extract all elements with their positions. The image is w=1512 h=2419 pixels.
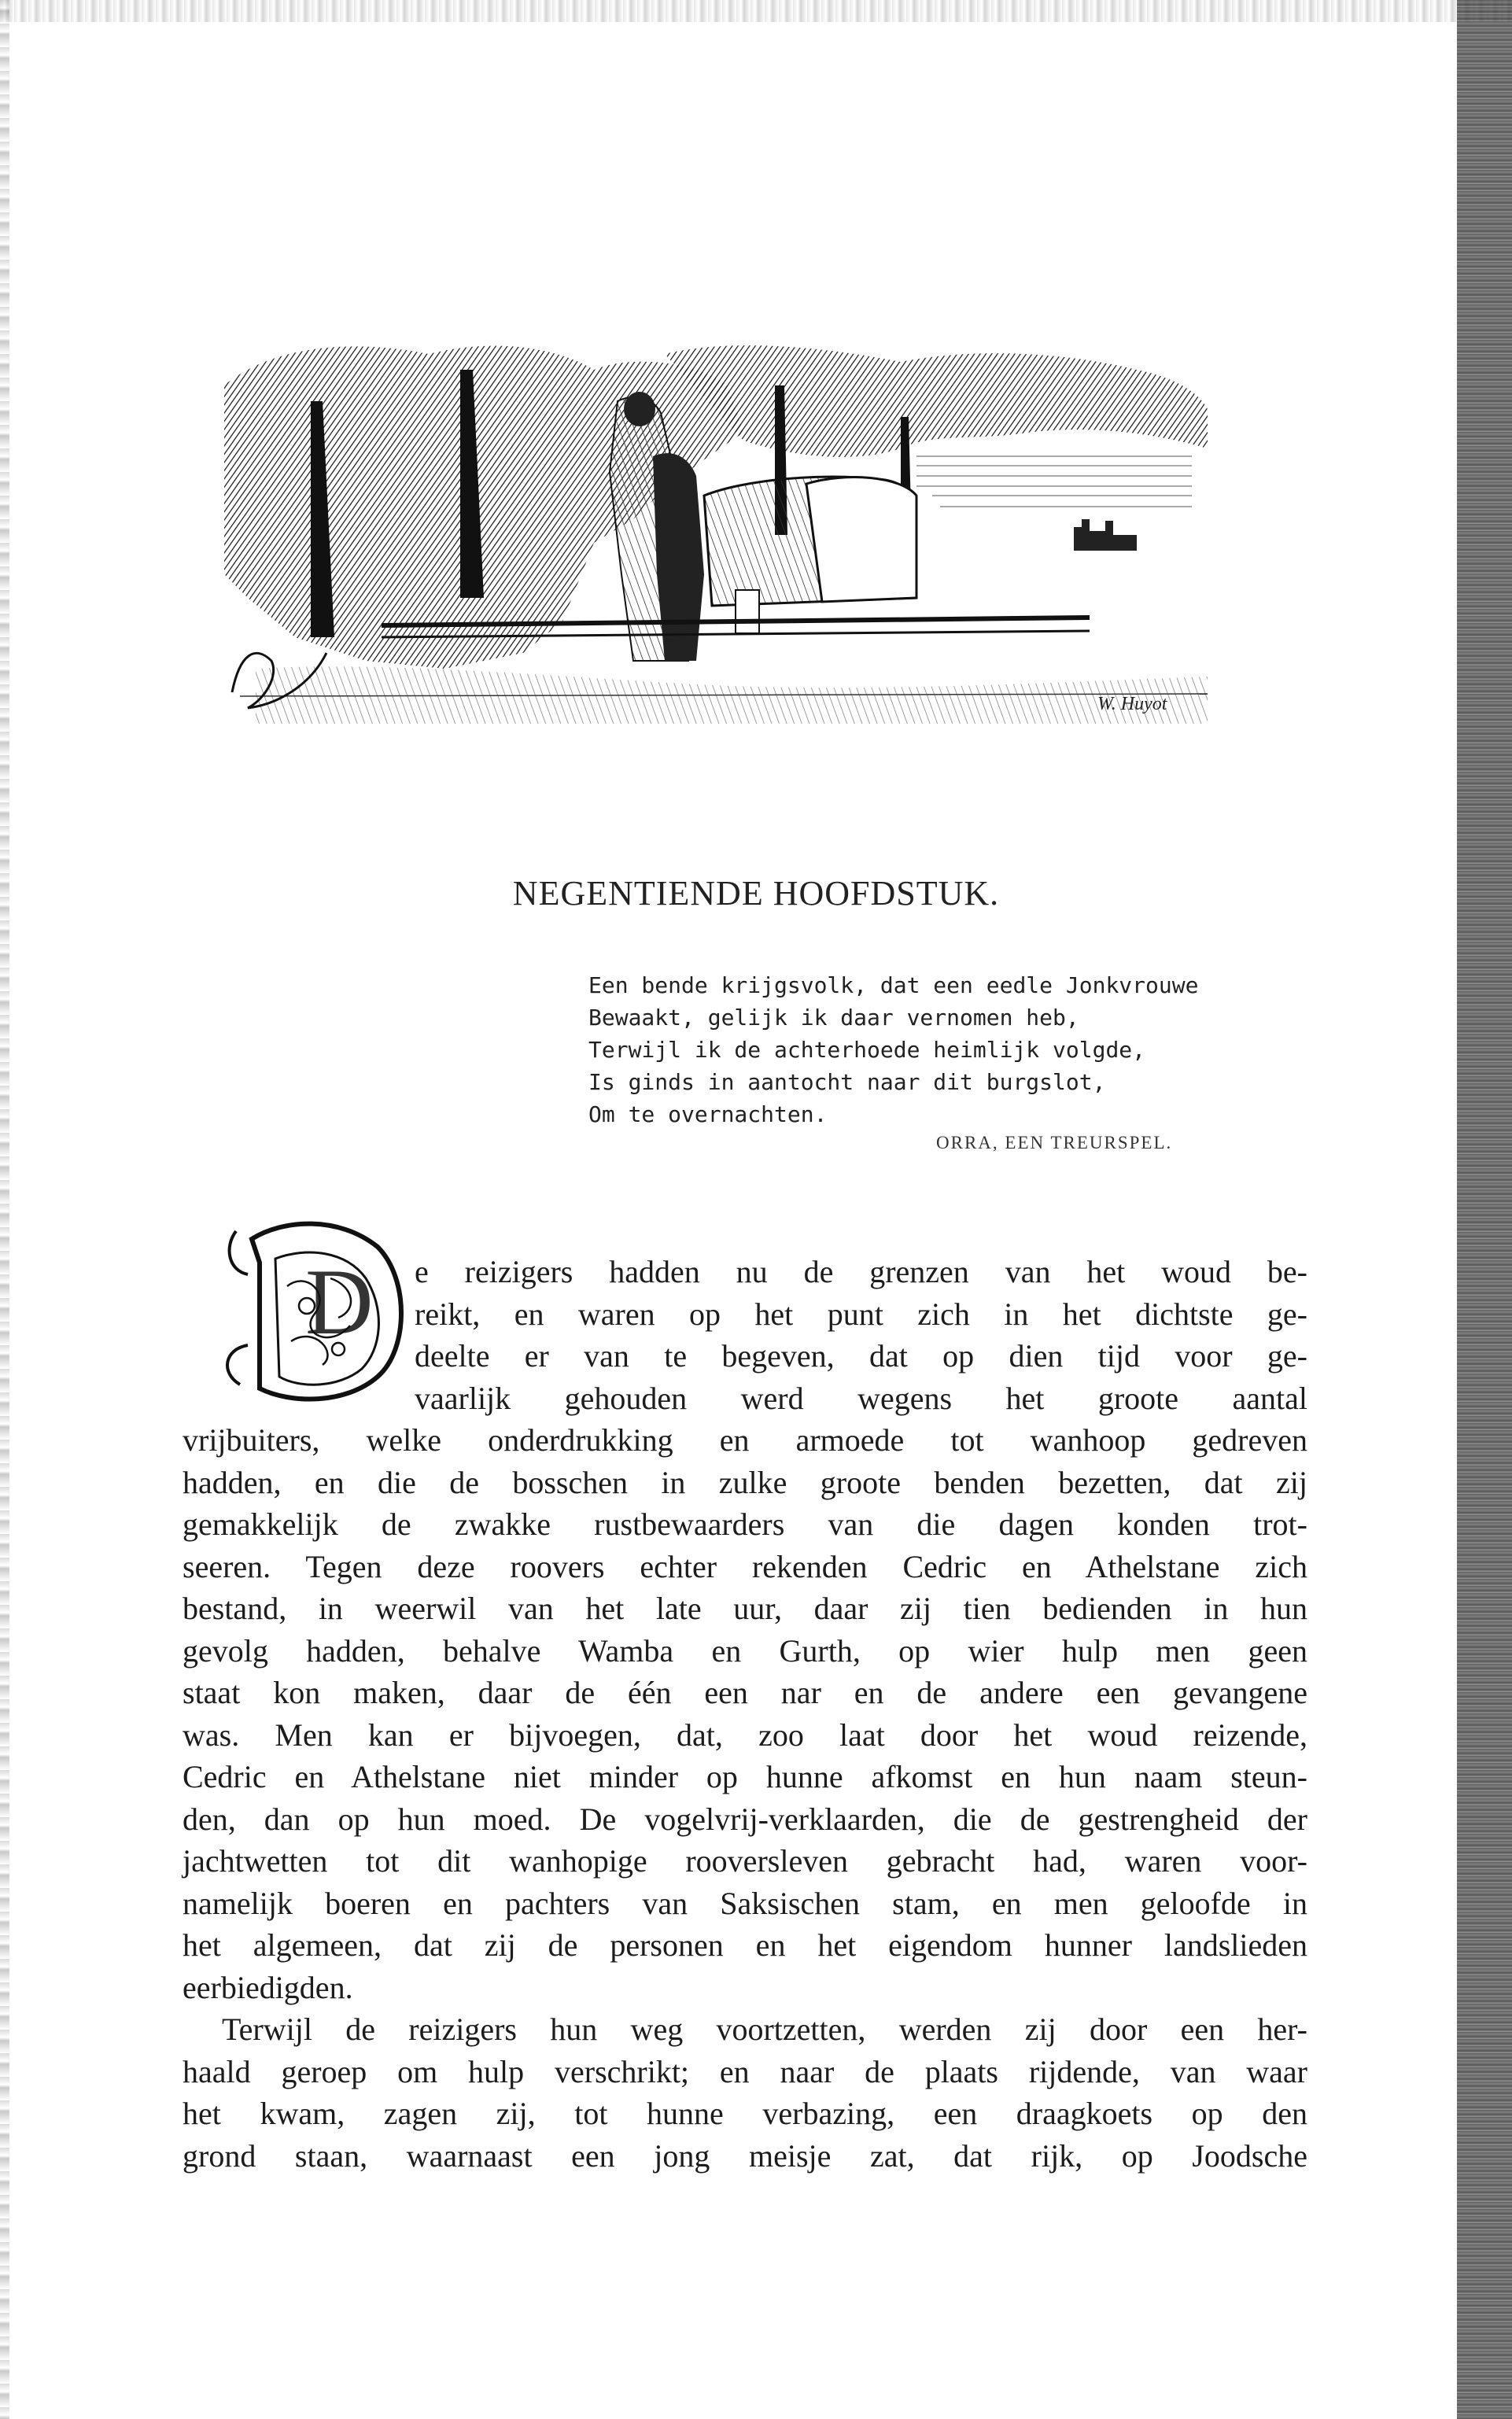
body-line: eerbiedigden. (183, 1969, 353, 2005)
body-line: bestand, in weerwil van het late uur, daar zij tien bedienden in hun (183, 1591, 1307, 1626)
body-line: Terwijl de reizigers hun weg voortzetten, werden zij door een her- (222, 2012, 1307, 2047)
body-line: was. Men kan er bijvoegen, dat, zoo laat door het woud reizende, (183, 1717, 1307, 1753)
body-line: gevolg hadden, behalve Wamba en Gurth, op wier hulp men geen (183, 1632, 1307, 1669)
epigraph-line: Bewaakt, gelijk ik daar vernomen heb, (588, 1005, 1079, 1031)
body-line: vaarlijk gehouden werd wegens het groote aantal (415, 1380, 1307, 1416)
body-line: hadden, en die de bosschen in zulke groote benden bezetten, dat zij (183, 1464, 1307, 1500)
page-edge-left (0, 0, 9, 2419)
body-line: vrijbuiters, welke onderdrukking en armoede tot wanhoop gedreven (183, 1422, 1307, 1458)
epigraph-attribution: ORRA, EEN TREURSPEL. (936, 1133, 1173, 1152)
body-line: grond staan, waarnaast een jong meisje zat, dat rijk, op Joodsche (183, 2137, 1307, 2174)
body-line: reikt, en waren op het punt zich in het dichtste ge- (415, 1296, 1307, 1332)
epigraph (588, 969, 1234, 1130)
page-edge-top (0, 0, 1512, 22)
body-line: het kwam, zagen zij, tot hunne verbazing, een draagkoets op den (183, 2096, 1307, 2131)
body-line: haald geroep om hulp verschrikt; en naar de plaats rijdende, van waar (183, 2053, 1307, 2089)
body-line: het algemeen, dat zij de personen en het eigendom hunner landslieden (183, 1927, 1307, 1963)
body-line: deelte er van te begeven, dat op dien tijd voor ge- (415, 1338, 1307, 1374)
chapter-title: NEGENTIENDE HOOFDSTUK. (512, 874, 1000, 913)
epigraph-line: Terwijl ik de achterhoede heimlijk volgde, (588, 1037, 1146, 1063)
epigraph-line: Om te overnachten. (588, 1101, 828, 1127)
svg-text:W. Huyot: W. Huyot (1097, 694, 1167, 714)
dropcap-letter: D (305, 1249, 374, 1354)
body-line: Cedric en Athelstane niet minder op hunne afkomst en hun naam steun- (183, 1759, 1307, 1794)
chapter-illustration (224, 338, 1208, 724)
body-line: seeren. Tegen deze roovers echter rekenden Cedric en Athelstane zich (183, 1548, 1307, 1584)
body-line: den, dan op hun moed. De vogelvrij-verklaarden, die de gestrengheid der (183, 1801, 1307, 1837)
body-line: e reizigers hadden nu de grenzen van het woud be- (415, 1254, 1307, 1289)
body-line: namelijk boeren en pachters van Saksischen stam, en men geloofde in (183, 1885, 1307, 1921)
body-line: gemakkelijk de zwakke rustbewaarders van die dagen konden trot- (183, 1506, 1307, 1542)
body-text (183, 1251, 1307, 2177)
body-line: staat kon maken, daar de één een nar en de andere een gevangene (183, 1675, 1307, 1710)
epigraph-line: Een bende krijgsvolk, dat een eedle Jonkvrouwe (588, 972, 1199, 998)
body-line: jachtwetten tot dit wanhopige rooversleven gebracht had, waren voor- (183, 1843, 1307, 1879)
epigraph-line: Is ginds in aantocht naar dit burgslot, (588, 1069, 1106, 1095)
page-edge-right (1457, 0, 1512, 2419)
